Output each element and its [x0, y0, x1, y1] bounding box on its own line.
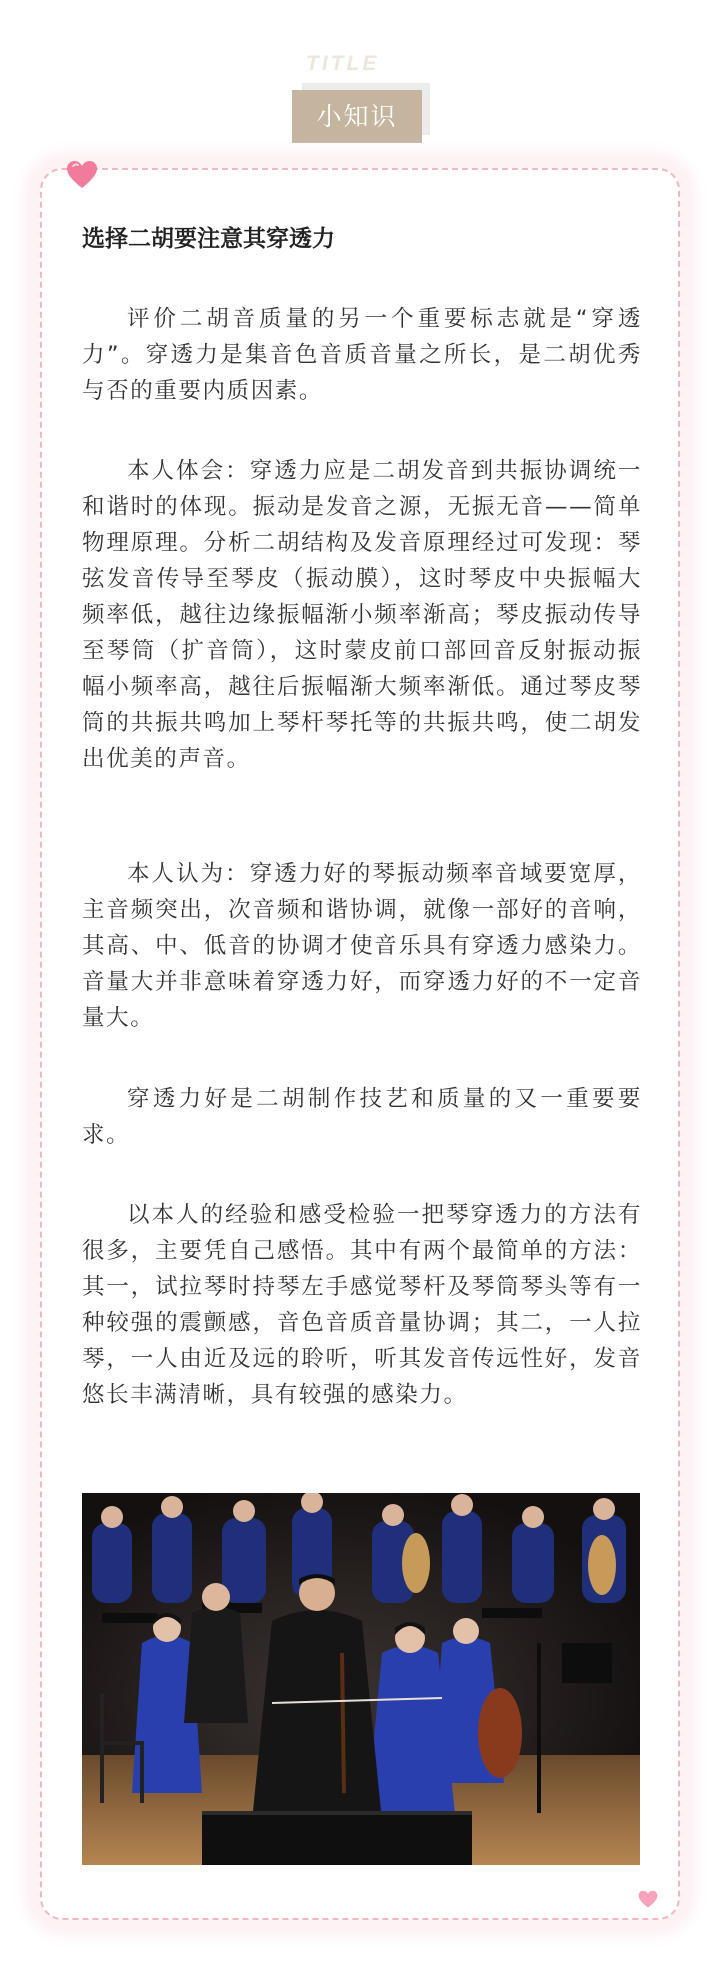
- section-title: [0, 48, 720, 148]
- paragraph-5: 以本人的经验和感受检验一把琴穿透力的方法有很多，主要凭自己感悟。其中有两个最简单的方法：其一，试拉琴时持琴左手感觉琴杆及琴筒琴头等有一种较强的震颤感，音色音质音量协调；其二，一人拉琴，一人由近及远的聆听，听其发音传远性好，发音悠长丰满清晰，具有较强的感染力。: [82, 1202, 642, 1408]
- paragraph-2: 本人体会：穿透力应是二胡发音到共振协调统一和谐时的体现。振动是发音之源，无振无音——简单物理原理。分析二胡结构及发音原理经过可发现：琴弦发音传导至琴皮（振动膜），这时琴皮中央振幅大频率低，越往边缘振幅渐小频率渐高；琴皮振动传导至琴筒（扩音筒），这时蒙皮前口部回音反射振动振幅小频率高，越往后振幅渐大频率渐低。通过琴皮琴筒的共振共鸣加上琴杆琴托等的共振共鸣，使二胡发出优美的声音。: [82, 458, 642, 772]
- title-ghost-label: TITLE: [306, 52, 380, 75]
- heart-icon: [638, 1890, 658, 1909]
- paragraph-3: 本人认为：穿透力好的琴振动频率音域要宽厚，主音频突出，次音频和谐协调，就像一部好的音响，其高、中、低音的协调才使音乐具有穿透力感染力。音量大并非意味着穿透力好，而穿透力好的不一定音量大。: [82, 861, 642, 1031]
- paragraph-4: 穿透力好是二胡制作技艺和质量的又一重要要求。: [82, 1086, 642, 1148]
- heart-icon: [66, 160, 98, 190]
- article-title: 选择二胡要注意其穿透力: [82, 226, 335, 252]
- orchestra-photo: [82, 1493, 640, 1865]
- section-tag: 小知识: [292, 90, 422, 143]
- paragraph-1: 评价二胡音质量的另一个重要标志就是“穿透力”。穿透力是集音色音质音量之所长，是二胡优秀与否的重要内质因素。: [82, 306, 642, 404]
- orchestra-photo-illustration: [82, 1493, 640, 1865]
